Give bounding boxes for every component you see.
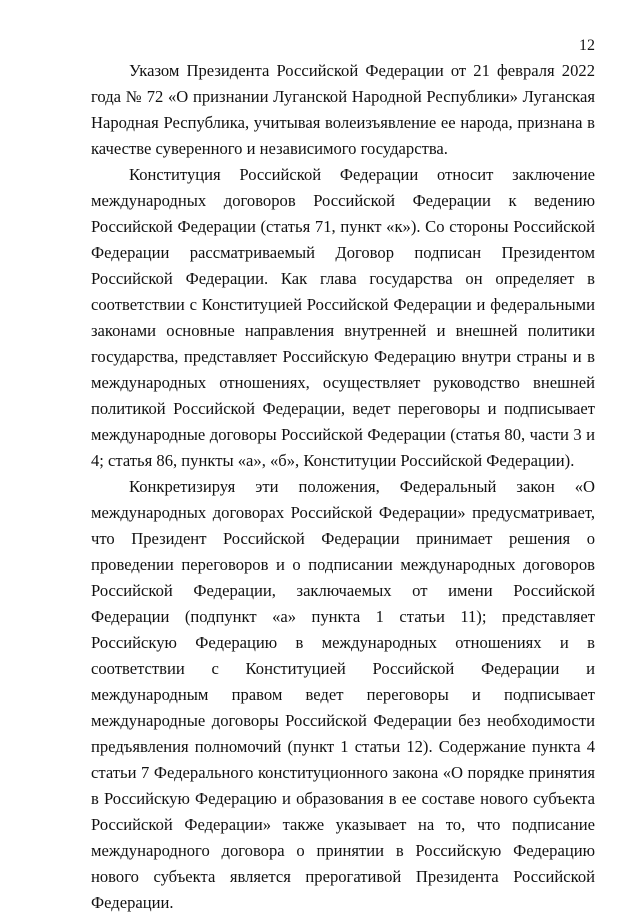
page-number: 12 [579, 37, 595, 54]
paragraph-decree-recognition: Указом Президента Российской Федерации от 21 февраля 2022 года № 72 «О признании Луганской Народной Республики» Луганская Народная Республика, учитывая волеизъявление ее народа, признана в качестве суверенного и независимого государства. [91, 61, 595, 158]
paragraph-federal-law-treaties: Конкретизируя эти положения, Федеральный закон «О международных договорах Российской Федерации» предусматривает, что Президент Российской Федерации принимает решения о проведении переговоров и о подписании международных договоров Российской Федерации, заключаемых от имени Российской Федерации (подпункт «а» пункта 1 статьи 11); представляет Российскую Федерацию в международных отношениях и в соответствии с Конституцией Российской Федерации и международным правом ведет переговоры и подписывает международные договоры Российской Федерации без необходимости предъявления полномочий (пункт 1 статьи 12). Содержание пункта 4 статьи 7 Федерального конституционного закона «О порядке принятия в Российскую Федерацию и образования в ее составе нового субъекта Российской Федерации» также указывает на то, что подписание международного договора о принятии в Российскую Федерацию нового субъекта является прерогативой Президента Российской Федерации. [91, 477, 595, 912]
body-text [91, 58, 595, 916]
paragraph-constitution-treaties: Конституция Российской Федерации относит заключение международных договоров Российской Федерации к ведению Российской Федерации (статья 71, пункт «к»). Со стороны Российской Федерации рассматриваемый Договор подписан Президентом Российской Федерации. Как глава государства он определяет в соответствии с Конституцией Российской Федерации и федеральными законами основные направления внутренней и внешней политики государства, представляет Российскую Федерацию внутри страны и в международных отношениях, осуществляет руководство внешней политикой Российской Федерации, ведет переговоры и подписывает международные договоры Российской Федерации (статья 80, части 3 и 4; статья 86, пункты «а», «б», Конституции Российской Федерации). [91, 165, 595, 470]
